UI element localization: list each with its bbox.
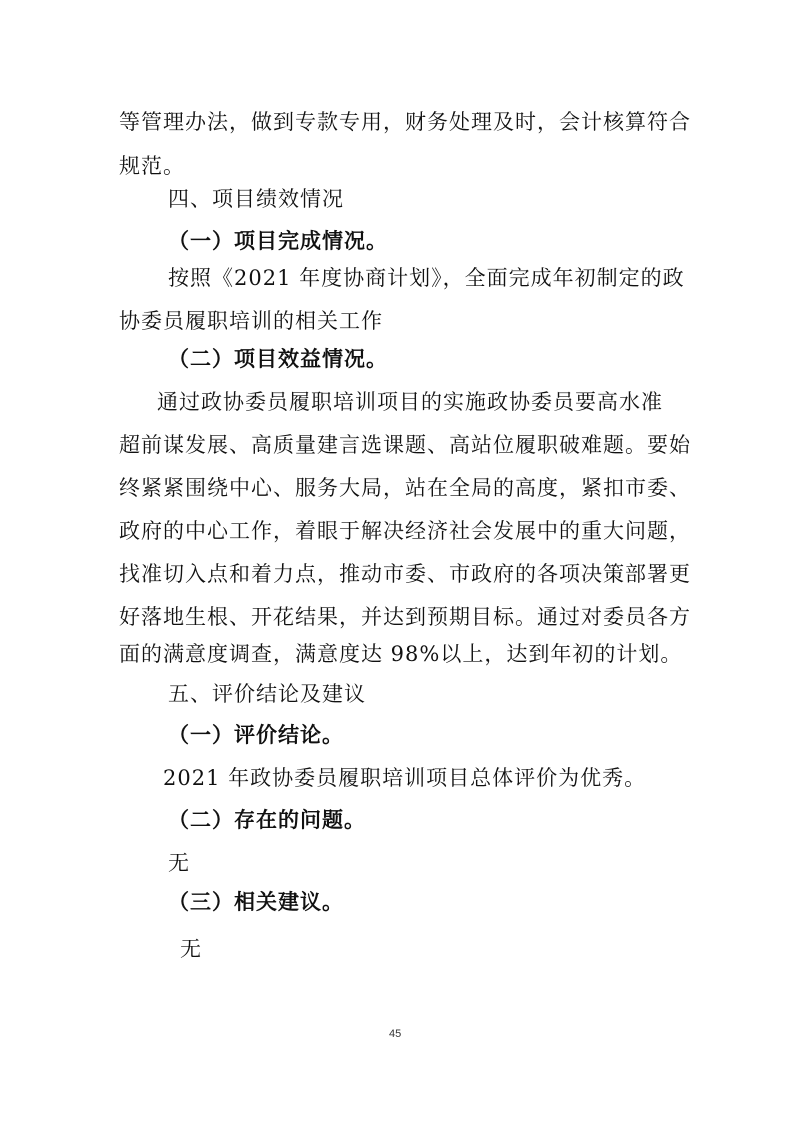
paragraph-line: 终紧紧围绕中心、服务大局，站在全局的高度，紧扣市委、 [119, 476, 691, 500]
paragraph-line: 无 [168, 851, 190, 875]
paragraph-line: 等管理办法，做到专款专用，财务处理及时，会计核算符合 [119, 110, 691, 134]
subsection-heading: （二）存在的问题。 [168, 808, 366, 832]
section-heading-5: 五、评价结论及建议 [168, 682, 366, 706]
paragraph-line: 超前谋发展、高质量建言选课题、高站位履职破难题。要始 [119, 433, 691, 457]
page-number: 45 [389, 1028, 402, 1040]
paragraph-line: 2021 年政协委员履职培训项目总体评价为优秀。 [163, 766, 647, 790]
paragraph-line: 无 [180, 937, 202, 961]
subsection-heading: （一）项目完成情况。 [168, 229, 388, 253]
paragraph-line: 按照《2021 年度协商计划》，全面完成年初制定的政 [168, 266, 685, 290]
paragraph-line: 协委员履职培训的相关工作 [119, 309, 383, 333]
section-heading-4: 四、项目绩效情况 [168, 187, 344, 211]
paragraph-line: 面的满意度调查，满意度达 98%以上，达到年初的计划。 [119, 642, 683, 666]
subsection-heading: （一）评价结论。 [168, 723, 344, 747]
paragraph-line: 找准切入点和着力点，推动市委、市政府的各项决策部署更 [119, 562, 691, 586]
subsection-heading: （二）项目效益情况。 [168, 347, 388, 371]
subsection-heading: （三）相关建议。 [168, 890, 344, 914]
paragraph-line: 好落地生根、开花结果，并达到预期目标。通过对委员各方 [119, 605, 691, 629]
paragraph-line: 通过政协委员履职培训项目的实施政协委员要高水准 [157, 390, 663, 414]
paragraph-line: 政府的中心工作，着眼于解决经济社会发展中的重大问题， [119, 519, 691, 543]
paragraph-line: 规范。 [119, 154, 185, 178]
